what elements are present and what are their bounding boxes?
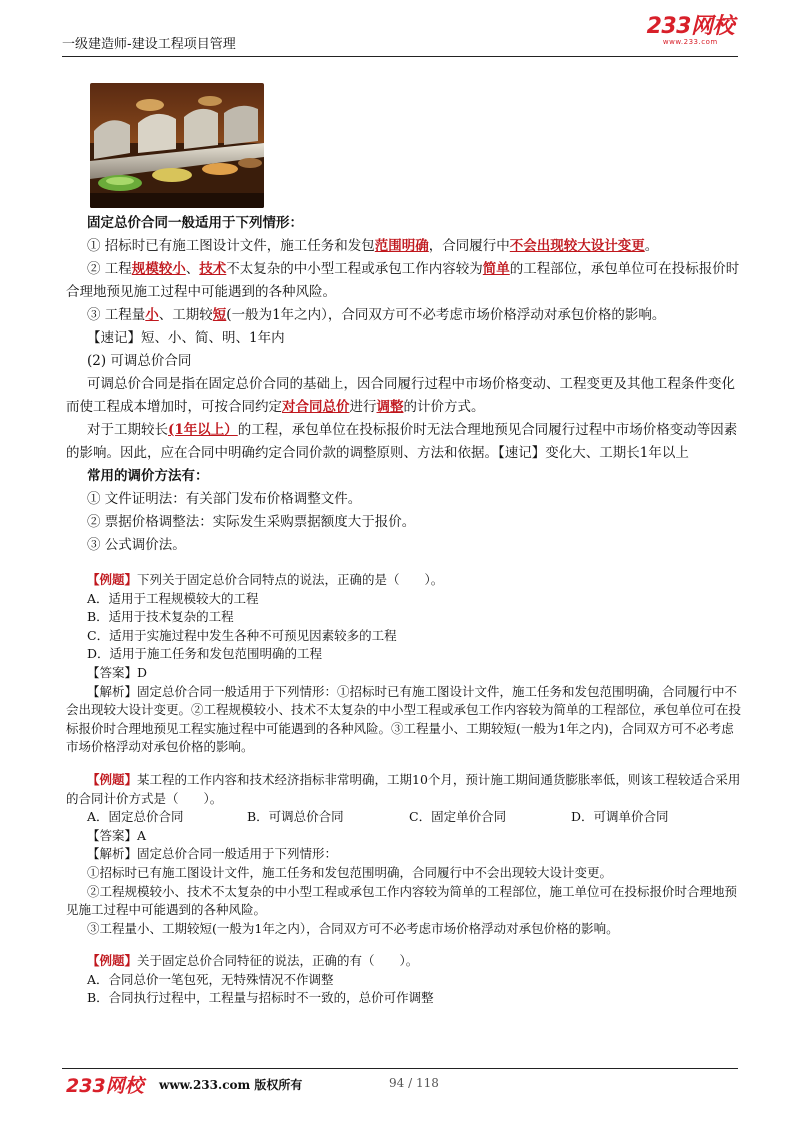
highlight: 规模较小	[131, 261, 186, 277]
text: 可调总价合同是指在固定总价合同的基础上，因合同履行过程中市场价格变动、工程变更及其他工程条件变化而使工程成本增加时，可按合同约定	[66, 376, 735, 415]
text: (一般为1年之内），合同双方可不必考虑市场价格浮动对承包价格的影响。	[226, 307, 666, 323]
explanation-item: ②工程规模较小、技术不太复杂的中小型工程或承包工作内容较为简单的工程部位，施工单位可在投标报价时合理地预见施工过程中可能遇到的各种风险。	[66, 883, 738, 918]
example-tag: 【例题】	[87, 572, 138, 587]
highlight: 不会出现较大设计变更	[509, 238, 645, 254]
explanation-intro: 【解析】固定总价合同一般适用于下列情形：	[87, 846, 338, 862]
highlight: 范围明确	[374, 238, 429, 254]
question-text: 下列关于固定总价合同特点的说法，正确的是（ ）。	[137, 572, 444, 587]
highlight: 技术	[199, 261, 227, 277]
highlight: (1年以上）	[168, 422, 238, 438]
text: 进行	[349, 399, 377, 415]
question	[66, 952, 742, 971]
options-row	[66, 808, 742, 827]
question-text: 关于固定总价合同特征的说法，正确的有（ ）。	[137, 953, 419, 969]
text: 。	[644, 238, 659, 254]
paragraph	[66, 373, 742, 419]
text: 的工程部位，承包单位可在投标报价时合理地预见施工过程中可能遇到的各种风险。	[66, 261, 740, 300]
option-a: A．合同总价一笔包死，无特殊情况不作调整	[87, 971, 334, 987]
answer: 【答案】D	[87, 664, 148, 680]
text: ，合同履行中	[428, 238, 510, 254]
text: 对于工期较长	[87, 422, 168, 438]
text: ③ 工程量	[87, 307, 146, 323]
page-number: 94 / 118	[389, 1076, 439, 1090]
option-b: B．可调总价合同	[247, 809, 344, 825]
text: 不太复杂的中小型工程或承包工作内容较为	[226, 261, 483, 277]
logo-url: www.233.com	[662, 38, 718, 46]
example-2	[66, 771, 742, 938]
option-a: A．适用于工程规模较大的工程	[87, 590, 259, 606]
section-heading: 固定总价合同一般适用于下列情形：	[87, 215, 303, 231]
text: ① 招标时已有施工图设计文件，施工任务和发包	[87, 238, 375, 254]
text: 的计价方式。	[403, 399, 485, 415]
page-header	[62, 0, 738, 57]
answer: 【答案】A	[87, 827, 147, 843]
method-item: ① 文件证明法：有关部门发布价格调整文件。	[87, 491, 362, 507]
paragraph	[66, 235, 742, 258]
memo: 【速记】短、小、简、明、1年内	[87, 330, 285, 346]
option-c: C．适用于实施过程中发生各种不可预见因素较多的工程	[87, 627, 397, 643]
buffet-photo	[90, 83, 264, 208]
highlight: 短	[212, 307, 227, 323]
paragraph	[66, 258, 742, 304]
highlight: 对合同总价	[282, 399, 350, 415]
page-footer	[62, 1068, 738, 1097]
example-tag: 【例题】	[87, 953, 138, 969]
main-content	[66, 212, 742, 1008]
brand-logo	[647, 16, 734, 47]
methods-heading: 常用的调价方法有：	[87, 468, 209, 484]
example-1	[66, 571, 742, 757]
option-d: D．可调单价合同	[571, 809, 669, 825]
document-title: 一级建造师-建设工程项目管理	[62, 37, 236, 52]
text: ② 工程	[87, 261, 132, 277]
subsection-heading: (2) 可调总价合同	[87, 353, 192, 369]
text: 、	[185, 261, 200, 277]
text: 、工期较	[158, 307, 213, 323]
paragraph	[66, 419, 742, 465]
logo-text: 233网校	[646, 14, 734, 39]
highlight: 小	[145, 307, 159, 323]
explanation: 【解析】固定总价合同一般适用于下列情形：①招标时已有施工图设计文件，施工任务和发包范围明确，合同履行中不会出现较大设计变更。②工程规模较小、技术不太复杂的中小型工程或承包工作内容较为简单的工程部位，承包单位可在投标报价时合理地预见工程实施过程中可能遇到的各种风险。③工程量小、工期较短(一般为1年之内)，合同双方可不必考虑市场价格浮动对承包价格的影响。	[66, 683, 742, 755]
paragraph	[66, 304, 742, 327]
option-b: B．适用于技术复杂的工程	[87, 609, 234, 625]
method-item: ③ 公式调价法。	[87, 537, 186, 553]
option-c: C．固定单价合同	[409, 809, 507, 825]
question	[66, 771, 742, 808]
copyright-text: www.233.com 版权所有	[159, 1078, 303, 1092]
option-a: A．固定总价合同	[87, 809, 184, 825]
example-3	[66, 952, 742, 1008]
explanation-item: ③工程量小、工期较短(一般为1年之内），合同双方可不必考虑市场价格浮动对承包价格的影响。	[87, 920, 619, 936]
example-tag: 【例题】	[87, 771, 138, 787]
method-item: ② 票据价格调整法：实际发生采购票据额度大于报价。	[87, 514, 416, 530]
footer-logo: 233网校	[66, 1075, 144, 1097]
question	[66, 571, 742, 590]
question-text: 某工程的工作内容和技术经济指标非常明确，工期10个月，预计施工期间通货膨胀率低，则该工程较适合采用的合同计价方式是（ ）。	[66, 771, 741, 806]
highlight: 调整	[376, 399, 404, 415]
option-b: B．合同执行过程中，工程量与招标时不一致的，总价可作调整	[87, 990, 434, 1006]
option-d: D．适用于施工任务和发包范围明确的工程	[87, 646, 323, 662]
text: 的工程，承包单位在投标报价时无法合理地预见合同履行过程中市场价格变动等因素的影响。因此，应在合同中明确约定合同价款的调整原则、方法和依据。【速记】变化大、工期长1年以上	[66, 422, 738, 461]
explanation-item: ①招标时已有施工图设计文件，施工任务和发包范围明确，合同履行中不会出现较大设计变更。	[87, 864, 613, 880]
highlight: 简单	[482, 261, 510, 277]
